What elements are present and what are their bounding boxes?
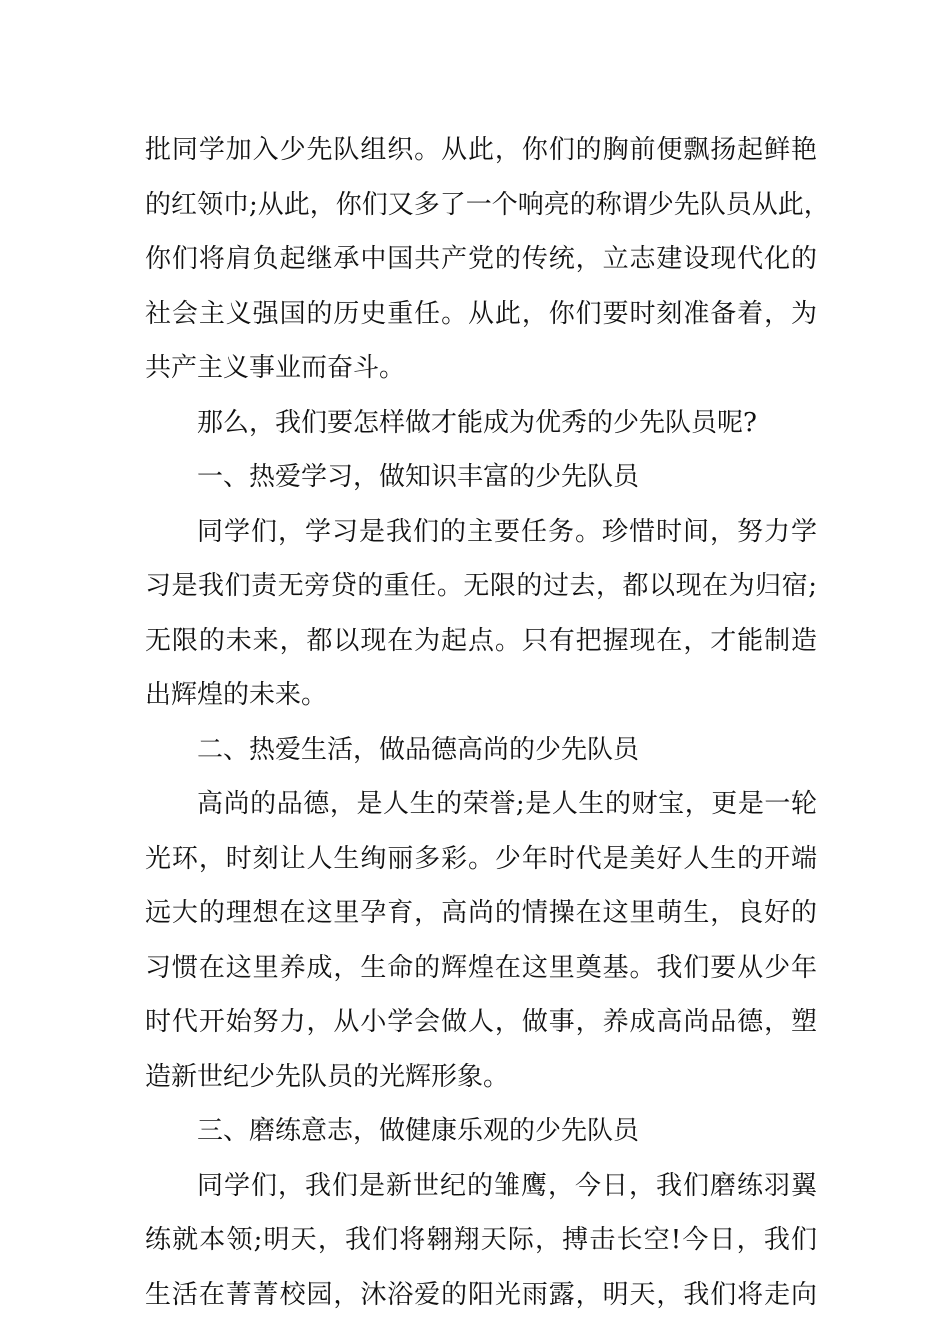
text-line: 远大的理想在这里孕育，高尚的情操在这里萌生，良好的 bbox=[145, 898, 817, 928]
text-line: 出辉煌的未来。 bbox=[145, 680, 328, 710]
paragraph-willpower bbox=[145, 1159, 817, 1323]
paragraph-study bbox=[145, 505, 817, 723]
text-line: 习是我们责无旁贷的重任。无限的过去，都以现在为归宿; bbox=[145, 571, 817, 601]
text-line: 习惯在这里养成，生命的辉煌在这里奠基。我们要从少年 bbox=[145, 952, 817, 983]
text-line: 你们将肩负起继承中国共产党的传统，立志建设现代化的 bbox=[145, 244, 817, 274]
text-line: 三、磨练意志，做健康乐观的少先队员 bbox=[197, 1116, 640, 1146]
section-heading-2 bbox=[145, 723, 817, 778]
paragraph-intro-continuation bbox=[145, 123, 830, 396]
text-line: 二、热爱生活，做品德高尚的少先队员 bbox=[197, 734, 640, 765]
text-line: 练就本领;明天，我们将翱翔天际，搏击长空!今日，我们 bbox=[145, 1225, 817, 1255]
text-line: 那么，我们要怎样做才能成为优秀的少先队员呢? bbox=[197, 407, 757, 438]
document-body bbox=[145, 123, 830, 1322]
text-line: 生活在菁菁校园，沐浴爱的阳光雨露，明天，我们将走向 bbox=[145, 1279, 817, 1310]
text-line: 一、热爱学习，做知识丰富的少先队员 bbox=[197, 462, 640, 492]
text-line: 造新世纪少先队员的光辉形象。 bbox=[145, 1061, 510, 1092]
text-line: 社会主义强国的历史重任。从此，你们要时刻准备着，为 bbox=[145, 298, 817, 329]
paragraph-question bbox=[145, 396, 817, 451]
text-line: 同学们，学习是我们的主要任务。珍惜时间，努力学 bbox=[197, 516, 817, 547]
paragraph-character bbox=[145, 777, 817, 1104]
text-line: 批同学加入少先队组织。从此，你们的胸前便飘扬起鲜艳 bbox=[145, 135, 817, 165]
text-line: 光环，时刻让人生绚丽多彩。少年时代是美好人生的开端 bbox=[145, 843, 817, 874]
text-line: 无限的未来，都以现在为起点。只有把握现在，才能制造 bbox=[145, 625, 817, 656]
text-line: 时代开始努力，从小学会做人，做事，养成高尚品德，塑 bbox=[145, 1007, 817, 1037]
text-line: 高尚的品德，是人生的荣誉;是人生的财宝，更是一轮 bbox=[197, 789, 817, 819]
text-line: 的红领巾;从此，你们又多了一个响亮的称谓少先队员从此， bbox=[145, 189, 830, 220]
text-line: 共产主义事业而奋斗。 bbox=[145, 353, 406, 383]
section-heading-1 bbox=[145, 450, 817, 505]
section-heading-3 bbox=[145, 1104, 817, 1159]
text-line: 同学们，我们是新世纪的雏鹰，今日，我们磨练羽翼 bbox=[197, 1170, 817, 1201]
